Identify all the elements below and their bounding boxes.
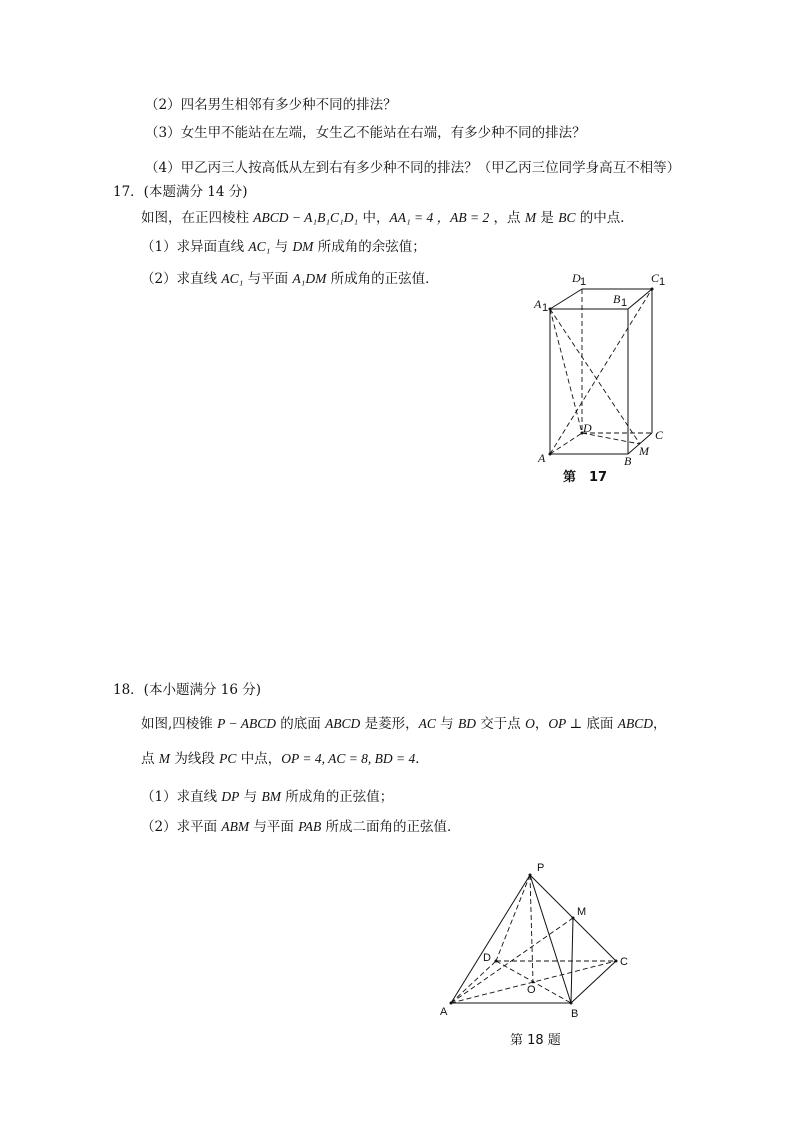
q16-part2: （2）四名男生相邻有多少种不同的排法？ (145, 97, 397, 113)
svg-text:1: 1 (580, 276, 587, 288)
q18-part2: （2）求平面 ABM 与平面 PAB 所成二面角的正弦值． (141, 819, 461, 835)
svg-text:1: 1 (542, 302, 549, 314)
svg-text:1: 1 (659, 276, 666, 288)
label-A: A (440, 1006, 448, 1018)
q17-prism: ABCD − A₁B₁C₁D₁ (253, 210, 359, 225)
q17-part1: （1）求异面直线 AC₁ 与 DM 所成角的余弦值； (141, 239, 426, 255)
label-D: D (583, 421, 592, 435)
q16-part4: （4）甲乙丙三人按高低从左到右有多少种不同的排法？（甲乙丙三位同学身高互不相等） (145, 160, 681, 176)
q17-prism-figure (525, 268, 675, 468)
label-A1: A (534, 297, 542, 311)
label-O: O (527, 984, 536, 996)
label-M: M (639, 444, 649, 458)
svg-text:1: 1 (621, 297, 628, 309)
q17-header: 17．(本题满分 14 分) (113, 184, 248, 200)
label-B: B (624, 454, 632, 468)
label-D1: D (572, 271, 581, 285)
q18-figure-caption: 第 18 题 (510, 1033, 561, 1048)
q18-stem-line2: 点 M 为线段 PC 中点，OP = 4, AC = 8, BD = 4． (141, 751, 429, 767)
label-P: P (537, 862, 545, 874)
label-A: A (538, 451, 546, 465)
q18-part1: （1）求直线 DP 与 BM 所成角的正弦值； (141, 789, 394, 805)
label-M: M (577, 906, 587, 918)
q17-lengths: AA₁ = 4 ，AB = 2 (389, 210, 490, 225)
label-C1: C (651, 271, 660, 285)
q18-pyramid-figure (430, 855, 640, 1025)
label-B1: B (613, 292, 621, 306)
q18-header: 18．(本小题满分 16 分) (113, 682, 261, 698)
q17-part2: （2）求直线 AC₁ 与平面 A₁DM 所成角的正弦值． (141, 271, 439, 287)
q18-stem-line1: 如图,四棱锥 P − ABCD 的底面 ABCD 是菱形，AC 与 BD 交于点 O，OP ⊥ 底面 ABCD， (141, 716, 667, 732)
label-B: B (571, 1008, 579, 1020)
q16-part3: （3）女生甲不能站在左端，女生乙不能站在右端，有多少种不同的排法？ (145, 125, 586, 141)
q17-figure-caption: 第 17 (563, 470, 608, 485)
q17-stem: 如图，在正四棱柱 ABCD − A₁B₁C₁D₁ 中，AA₁ = 4 ，AB = 2 ，点 M 是 BC 的中点． (141, 210, 634, 226)
label-C: C (655, 428, 664, 442)
label-D: D (483, 952, 491, 964)
label-C: C (620, 956, 628, 968)
